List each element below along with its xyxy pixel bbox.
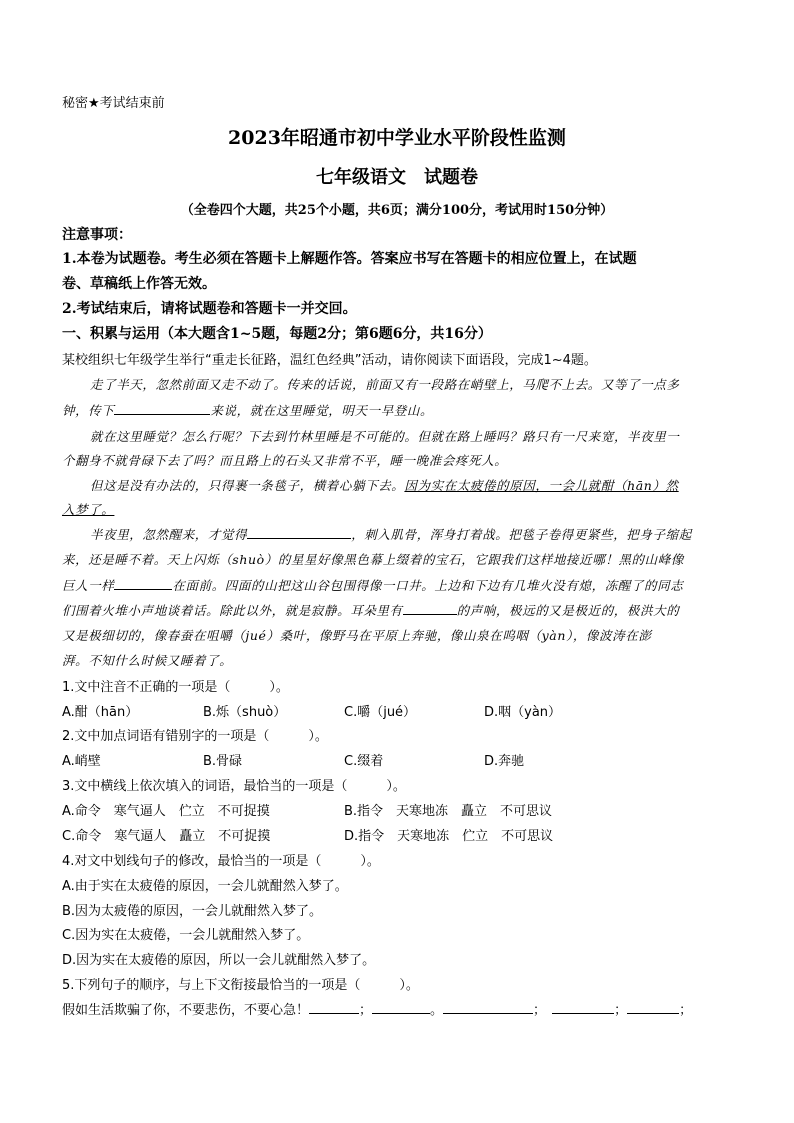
exam-info: （全卷四个大题，共25个小题，共6页；满分100分，考试用时150分钟） [180, 203, 614, 218]
passage-line: 个翻身不就骨碌下去了吗？而且路上的石头又非常不平，睡一晚准会疼死人。 [62, 453, 508, 468]
question-1-option-d: D.咽（yàn） [484, 705, 562, 720]
passage-line: 钟，传下 来说，就在这里睡觉，明天一早登山。 [62, 403, 434, 418]
answer-blank [247, 526, 351, 539]
question-4-option-a: A.由于实在太疲倦的原因，一会儿就酣然入梦了。 [62, 879, 348, 894]
passage-line: 湃。不知什么时候又睡着了。 [62, 653, 233, 668]
sentence-blank [552, 1001, 614, 1014]
section-1-heading: 一、积累与运用（本大题含1~5题，每题2分；第6题6分，共16分） [62, 326, 492, 342]
passage-line: 半夜里，忽然醒来，才觉得 ，刺入肌骨，浑身打着战。把毯子卷得更紧些，把身子缩起 [90, 527, 692, 542]
question-4-option-b: B.因为太疲倦的原因，一会儿就酣然入梦了。 [62, 904, 323, 919]
question-3-option-d: D.指令 天寒地冻 伫立 不可思议 [344, 829, 554, 844]
passage-line: 巨人一样 在面前。四面的山把这山谷包围得像一口井。上边和下边有几堆火没有熄，冻醒了的同志 [62, 578, 684, 593]
question-2-option-a: A.峭壁 [62, 754, 101, 769]
question-2-stem: 2.文中加点词语有错别字的一项是（ ）。 [62, 729, 328, 744]
question-3-option-b: B.指令 天寒地冻 矗立 不可思议 [344, 804, 553, 819]
exam-title: 2023年昭通市初中学业水平阶段性监测 [228, 127, 566, 149]
question-3-stem: 3.文中横线上依次填入的词语，最恰当的一项是（ ）。 [62, 779, 406, 794]
question-1-option-a: A.酣（hān） [62, 705, 139, 720]
question-1-stem: 1.文中注音不正确的一项是（ ）。 [62, 680, 289, 695]
passage-line: 们围着火堆小声地谈着话。除此以外，就是寂静。耳朵里有 的声响，极远的又是极近的，极洪大的 [62, 603, 680, 618]
question-4-stem: 4.对文中划线句子的修改，最恰当的一项是（ ）。 [62, 854, 380, 869]
passage-line: 但这是没有办法的，只得裹一条毯子，横着心躺下去。因为实在太疲倦的原因，一会儿就酣（hān）然 [90, 478, 679, 493]
question-3-option-c: C.命令 寒气逼人 矗立 不可捉摸 [62, 829, 271, 844]
question-2-option-b: B.骨碌 [203, 754, 243, 769]
question-3-option-a: A.命令 寒气逼人 伫立 不可捉摸 [62, 804, 270, 819]
question-2-option-c: C.缀着 [344, 754, 384, 769]
sentence-blank [627, 1001, 679, 1014]
question-2-option-d: D.奔驰 [484, 754, 525, 769]
notice-item-1b: 卷、草稿纸上作答无效。 [62, 276, 216, 292]
question-5-sentence-line: 假如生活欺骗了你，不要悲伤，不要心急！ ； 。 ； ； ； [62, 1003, 693, 1018]
sentence-blank [443, 1001, 533, 1014]
question-1-option-c: C.嚼（jué） [344, 705, 417, 720]
sentence-blank [309, 1001, 359, 1014]
answer-blank [403, 602, 457, 615]
passage-line: 来，还是睡不着。天上闪烁（shuò）的星星好像黑色幕上缀着的宝石，它跟我们这样地接近哪！黑的山峰像 [62, 552, 684, 567]
underlined-sentence-end: 入梦了。 [62, 502, 115, 517]
answer-blank [114, 577, 172, 590]
exam-subtitle: 七年级语文 试题卷 [316, 167, 478, 188]
notice-heading: 注意事项： [62, 227, 132, 243]
passage-line: 就在这里睡觉？怎么行呢？下去到竹林里睡是不可能的。但就在路上睡吗？路只有一尺来宽，半夜里一 [90, 429, 680, 444]
passage-line: 走了半天，忽然前面又走不动了。传来的话说，前面又有一段路在峭壁上，马爬不上去。又等了一点多 [90, 377, 680, 392]
question-4-option-d: D.因为实在太疲倦的原因，所以一会儿就酣然入梦了。 [62, 953, 376, 968]
underlined-sentence: 因为实在太疲倦的原因，一会儿就酣（hān）然 [404, 478, 679, 493]
answer-blank [114, 402, 210, 415]
notice-item-1a: 1.本卷为试题卷。考生必须在答题卡上解题作答。答案应书写在答题卡的相应位置上，在试题 [62, 251, 637, 267]
sentence-blank [372, 1001, 430, 1014]
question-5-stem: 5.下列句子的顺序，与上下文衔接最恰当的一项是（ ）。 [62, 978, 419, 993]
question-4-option-c: C.因为实在太疲倦，一会儿就酣然入梦了。 [62, 928, 310, 943]
secret-label: 秘密★考试结束前 [62, 96, 165, 111]
question-1-option-b: B.烁（shuò） [203, 705, 287, 720]
passage-line: 又是极细切的，像春蚕在咀嚼（jué）桑叶，像野马在平原上奔驰，像山泉在呜咽（yàn），像波涛在澎 [62, 628, 652, 643]
notice-item-2: 2.考试结束后，请将试题卷和答题卡一并交回。 [62, 301, 357, 317]
section-1-intro: 某校组织七年级学生举行“重走长征路，温红色经典”活动，请你阅读下面语段，完成1~4题。 [62, 353, 597, 368]
